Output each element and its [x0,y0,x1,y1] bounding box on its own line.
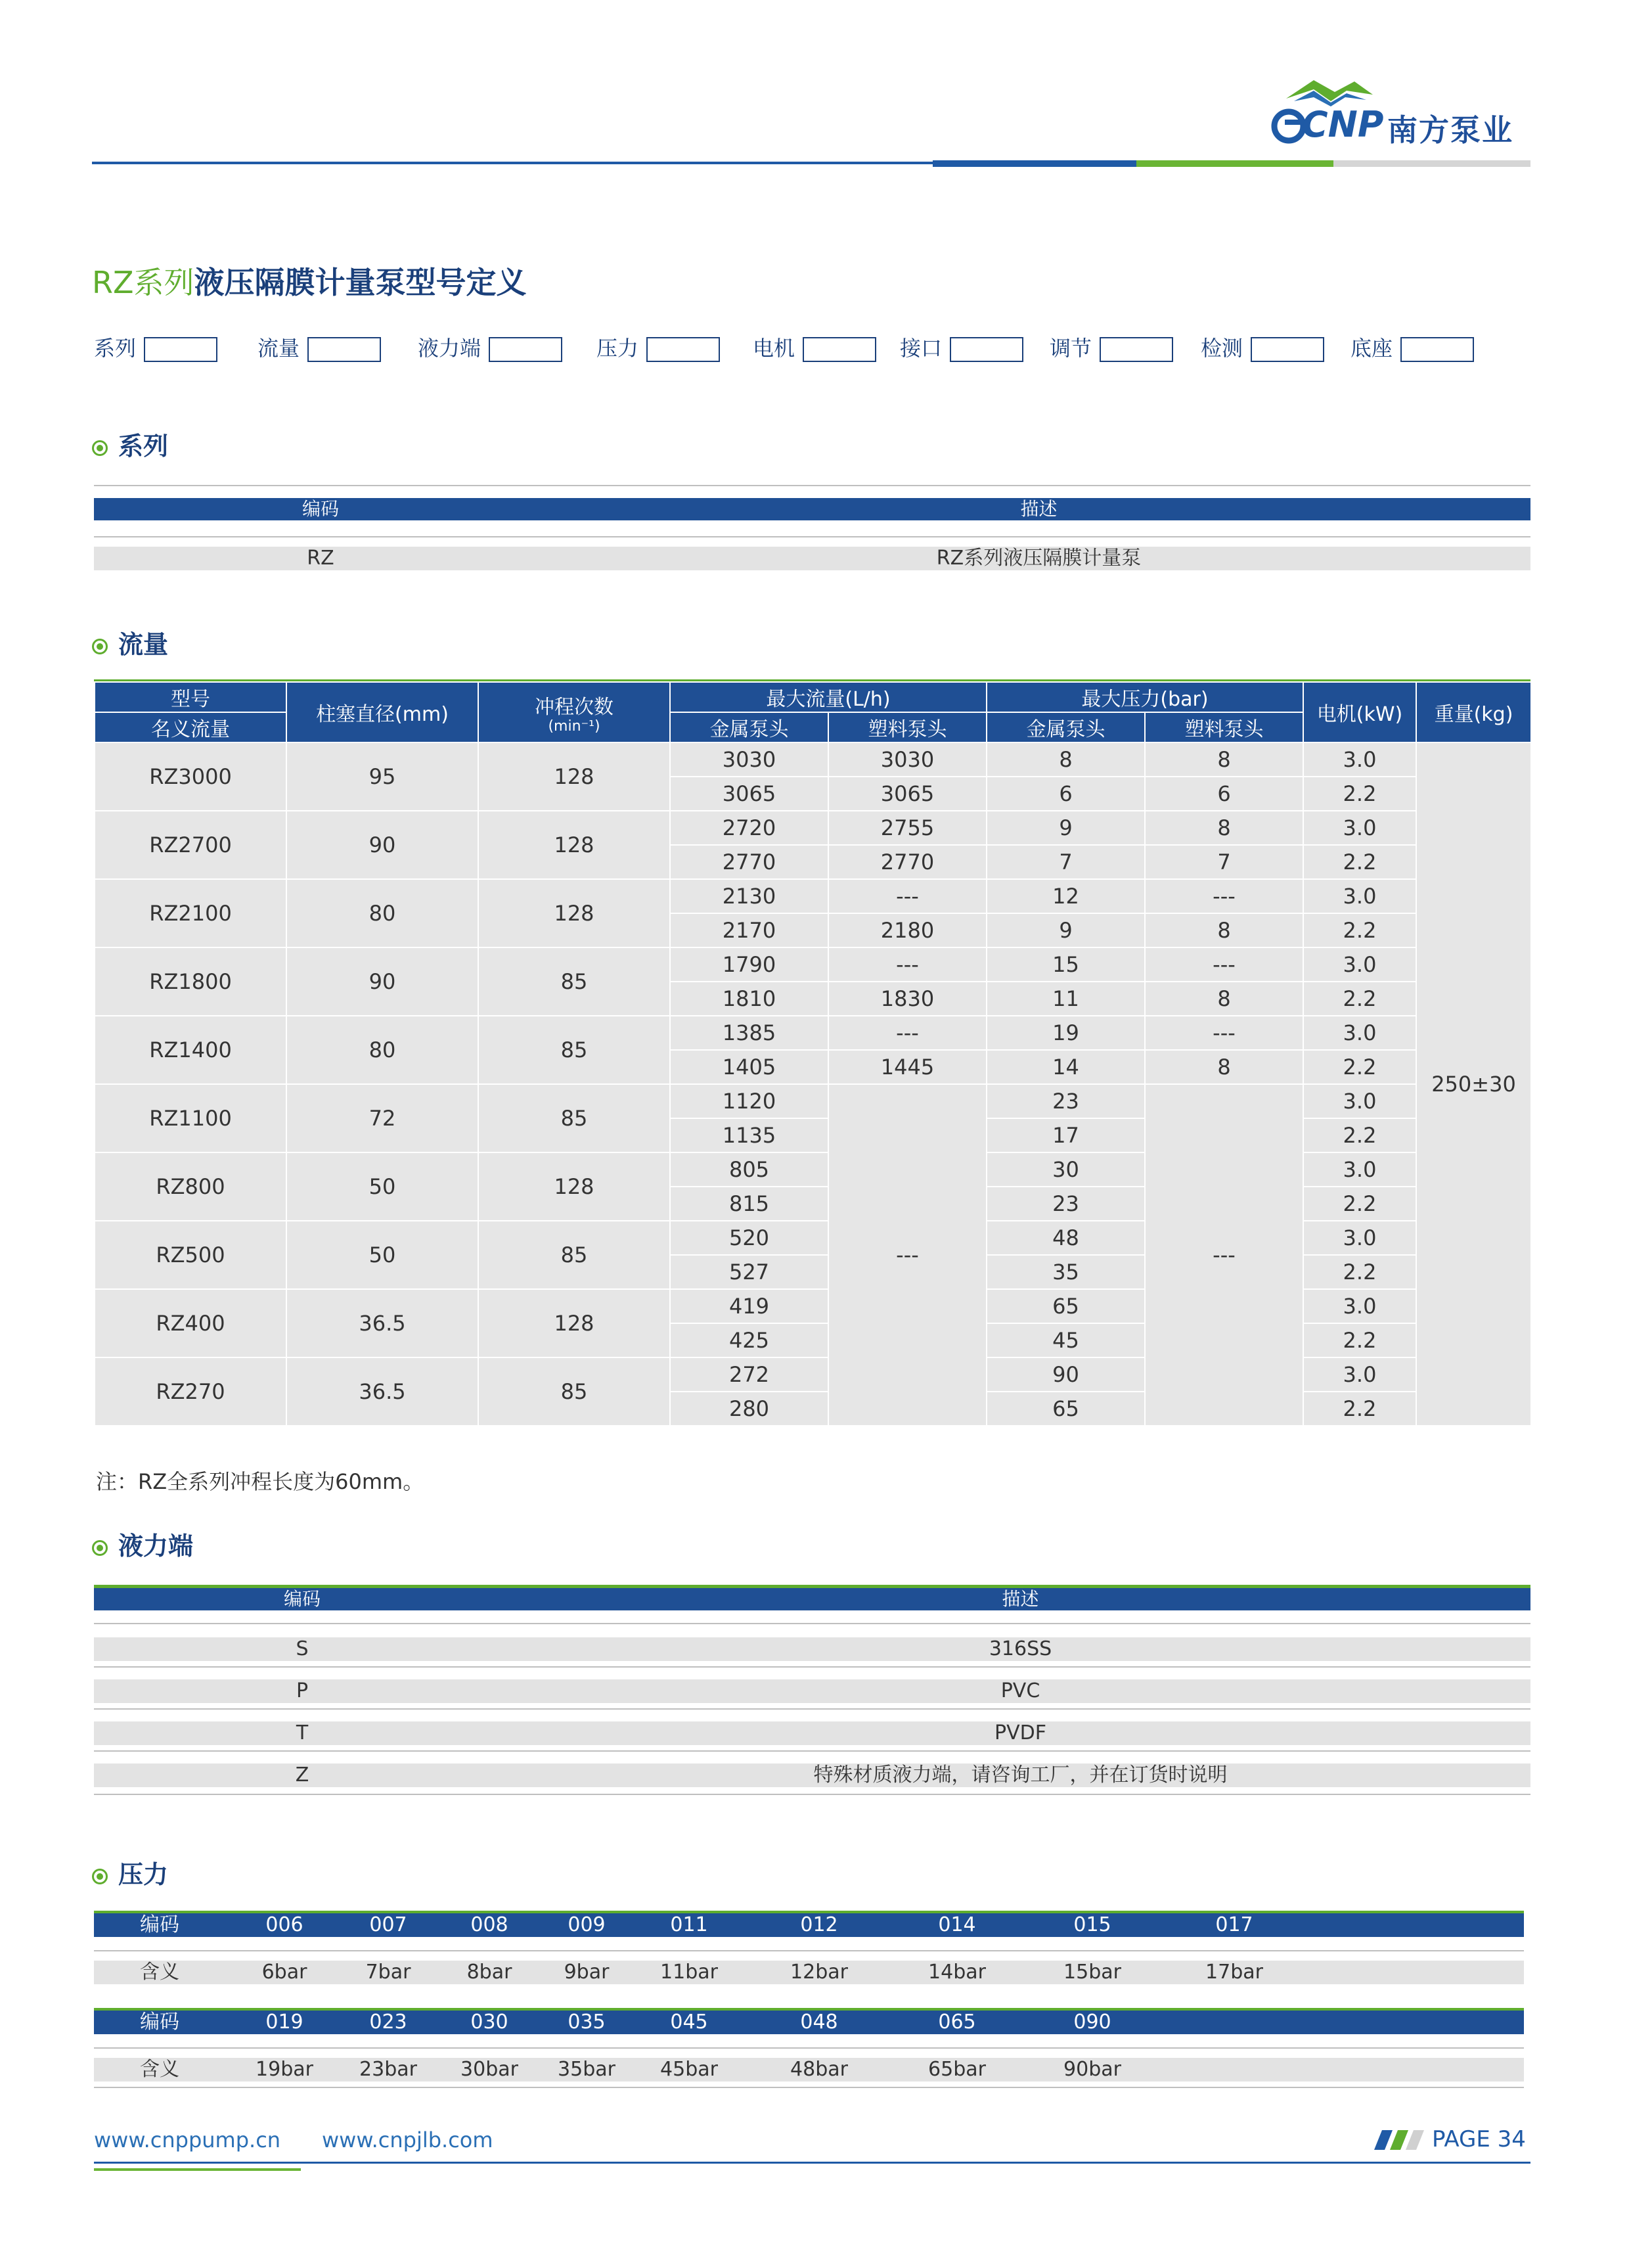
chain-box [646,337,720,362]
chain-item-flow: 流量 [257,335,381,361]
col-desc: 描述 [1020,498,1058,520]
pressure-meaning: 15bar [1063,1961,1121,1984]
chain-box [950,337,1023,362]
pressure-meaning: 14bar [928,1961,986,1984]
pressure-code: 030 [470,2011,508,2034]
footer-rule [94,2162,1530,2164]
metal-pressure: 48 [987,1221,1145,1255]
stroke-count: 85 [478,1016,670,1084]
table-row [95,1221,1531,1255]
pressure-meaning: 48bar [790,2058,848,2081]
metal-pressure: 6 [987,777,1145,811]
table-row [94,547,1530,570]
table-row [95,1152,1531,1187]
section-heading-flow: 流量 [92,624,168,660]
divider [94,1666,1530,1668]
motor-kw: 3.0 [1303,1221,1416,1255]
pressure-code: 008 [470,1913,508,1936]
th-max-flow: 最大流量(L/h) [670,682,987,712]
plastic-pressure: 7 [1145,845,1303,879]
logo-text-cn: 南方泵业 [1387,112,1513,148]
footer-link-cnpjlb[interactable]: www.cnpjlb.com [322,2128,493,2152]
page-number: PAGE 34 [1432,2126,1526,2152]
metal-pressure: 30 [987,1152,1145,1187]
metal-flow: 1810 [670,982,828,1016]
pressure-meaning-row-1: 含义 6bar 7bar 8bar 9bar 11bar 12bar 14bar 15bar 17bar [94,1961,1524,1984]
metal-flow: 280 [670,1392,828,1426]
metal-flow: 527 [670,1255,828,1289]
divider [94,1623,1530,1624]
model-name: RZ2100 [95,879,286,947]
chain-box [803,337,876,362]
model-name: RZ500 [95,1221,286,1289]
metal-flow: 815 [670,1187,828,1221]
metal-flow: 272 [670,1357,828,1392]
col-code: 编码 [301,498,339,520]
th-flow-metal: 金属泵头 [670,712,828,742]
section-heading-pressure: 压力 [92,1854,168,1890]
metal-flow: 419 [670,1289,828,1323]
table-row: S 316SS [94,1637,1530,1661]
pressure-code: 045 [670,2011,708,2034]
metal-pressure: 23 [987,1187,1145,1221]
table-row: Z 特殊材质液力端，请咨询工厂，并在订货时说明 [94,1764,1530,1787]
plastic-flow: --- [828,1016,987,1050]
series-code: RZ [307,547,334,570]
logo-text-en: CNP [1302,104,1384,145]
table-row: T PVDF [94,1721,1530,1745]
divider [94,536,1530,537]
stroke-count: 128 [478,1152,670,1221]
metal-pressure: 65 [987,1392,1145,1426]
plastic-pressure-na: --- [1145,1084,1303,1426]
th-strokes: 冲程次数 (min⁻¹) [478,682,670,742]
pressure-meaning: 30bar [460,2058,518,2081]
divider [94,1708,1530,1710]
table-row [95,947,1531,982]
chain-item-series: 系列 [94,335,217,361]
th-pressure-metal: 金属泵头 [987,712,1145,742]
motor-kw: 2.2 [1303,845,1416,879]
table-row [95,1289,1531,1323]
plastic-pressure: 8 [1145,811,1303,845]
chain-box [144,337,217,362]
pressure-code: 023 [369,2011,407,2034]
chain-box [1100,337,1173,362]
plunger-diameter: 36.5 [286,1357,478,1426]
metal-flow: 2770 [670,845,828,879]
stroke-count: 128 [478,1289,670,1357]
metal-flow: 3065 [670,777,828,811]
series-header-bar [94,498,1530,520]
table-row: P PVC [94,1679,1530,1703]
plastic-pressure: 6 [1145,777,1303,811]
motor-kw: 2.2 [1303,1255,1416,1289]
pressure-code: 015 [1073,1913,1111,1936]
th-plunger: 柱塞直径(mm) [286,682,478,742]
pressure-meaning: 11bar [660,1961,718,1984]
col-desc: 描述 [1002,1588,1039,1610]
th-weight: 重量(kg) [1416,682,1531,742]
th-nominal: 名义流量 [95,712,286,742]
divider [94,1750,1530,1752]
plastic-pressure: 8 [1145,742,1303,777]
stroke-count: 85 [478,1221,670,1289]
table-row [95,1357,1531,1392]
plastic-pressure: --- [1145,879,1303,913]
pressure-code: 090 [1073,2011,1111,2034]
motor-kw: 3.0 [1303,811,1416,845]
motor-kw: 2.2 [1303,1118,1416,1152]
section-heading-series: 系列 [92,426,168,462]
metal-flow: 1135 [670,1118,828,1152]
plastic-flow: --- [828,879,987,913]
motor-kw: 2.2 [1303,913,1416,947]
metal-flow: 1120 [670,1084,828,1118]
motor-kw: 2.2 [1303,1050,1416,1084]
metal-flow: 1405 [670,1050,828,1084]
divider [94,1950,1524,1951]
pressure-meaning: 12bar [790,1961,848,1984]
chain-box [1251,337,1324,362]
liquid-end-header-bar [94,1588,1530,1610]
plastic-flow: 3065 [828,777,987,811]
stroke-count: 85 [478,1084,670,1152]
chain-box [1400,337,1474,362]
motor-kw: 3.0 [1303,1357,1416,1392]
flow-table [94,681,1532,1426]
bullet-icon [92,1869,108,1884]
metal-pressure: 35 [987,1255,1145,1289]
pressure-meaning-row-2: 含义 19bar 23bar 30bar 35bar 45bar 48bar 65bar 90bar [94,2058,1524,2082]
metal-flow: 1790 [670,947,828,982]
table-row [95,1084,1531,1118]
title-prefix: RZ系列 [92,265,194,300]
metal-pressure: 45 [987,1323,1145,1357]
pressure-code: 007 [369,1913,407,1936]
plastic-flow: 1445 [828,1050,987,1084]
model-name: RZ1800 [95,947,286,1016]
th-motor: 电机(kW) [1303,682,1416,742]
motor-kw: 3.0 [1303,879,1416,913]
metal-pressure: 17 [987,1118,1145,1152]
motor-kw: 3.0 [1303,742,1416,777]
chain-item-liquid-end: 液力端 [418,335,562,361]
pressure-code: 035 [568,2011,606,2034]
pressure-code: 011 [670,1913,708,1936]
metal-pressure: 15 [987,947,1145,982]
metal-flow: 3030 [670,742,828,777]
plunger-diameter: 72 [286,1084,478,1152]
plunger-diameter: 90 [286,947,478,1016]
pressure-meaning: 7bar [365,1961,411,1984]
chain-item-interface: 接口 [900,335,1023,361]
stroke-count: 128 [478,811,670,879]
footer-rule-accent [94,2168,301,2171]
divider [94,2087,1524,2088]
plastic-pressure: 8 [1145,1050,1303,1084]
motor-kw: 3.0 [1303,947,1416,982]
metal-flow: 1385 [670,1016,828,1050]
chain-item-base: 底座 [1351,335,1474,361]
plastic-flow: 1830 [828,982,987,1016]
pressure-code-bar-2: 编码 019 023 030 035 045 048 065 090 [94,2008,1524,2034]
model-name: RZ400 [95,1289,286,1357]
pressure-meaning: 8bar [466,1961,512,1984]
model-name: RZ3000 [95,742,286,811]
chain-box [307,337,381,362]
pressure-code: 006 [265,1913,303,1936]
table-row [95,879,1531,913]
metal-pressure: 9 [987,811,1145,845]
table-row [95,1016,1531,1050]
pressure-code: 019 [265,2011,303,2034]
section-heading-liquid-end: 液力端 [92,1526,193,1562]
motor-kw: 3.0 [1303,1289,1416,1323]
stroke-count: 85 [478,1357,670,1426]
bullet-icon [92,1540,108,1556]
header-rule-accent-gray [1333,160,1530,167]
stroke-count: 85 [478,947,670,1016]
pressure-meaning: 90bar [1063,2058,1121,2081]
header-rule-accent-green [1136,160,1333,167]
plastic-pressure: --- [1145,947,1303,982]
model-name: RZ1400 [95,1016,286,1084]
metal-pressure: 9 [987,913,1145,947]
header-rule-accent-blue [933,160,1143,167]
stroke-count: 128 [478,879,670,947]
bullet-icon [92,440,108,456]
bullet-icon [92,639,108,654]
plastic-flow: 2755 [828,811,987,845]
pressure-code: 065 [938,2011,976,2034]
plastic-pressure: 8 [1145,913,1303,947]
col-code: 编码 [283,1588,321,1610]
title-suffix: 液压隔膜计量泵型号定义 [194,265,527,300]
model-name: RZ1100 [95,1084,286,1152]
th-pressure-plastic: 塑料泵头 [1145,712,1303,742]
divider [94,485,1530,486]
plunger-diameter: 50 [286,1152,478,1221]
stroke-count: 128 [478,742,670,811]
weight-value: 250±30 [1416,742,1531,1426]
plunger-diameter: 80 [286,1016,478,1084]
flow-note: 注：RZ全系列冲程长度为60mm。 [96,1469,424,1494]
model-name: RZ2700 [95,811,286,879]
pressure-code-bar-1: 编码 006 007 008 009 011 012 014 015 017 [94,1911,1524,1937]
footer-link-cnppump[interactable]: www.cnppump.cn [94,2128,281,2152]
slashes-icon [1368,2130,1427,2150]
pressure-meaning: 23bar [359,2058,417,2081]
table-row [95,811,1531,845]
metal-pressure: 65 [987,1289,1145,1323]
motor-kw: 3.0 [1303,1016,1416,1050]
chain-item-pressure: 压力 [596,335,720,361]
th-model: 型号 [95,682,286,712]
metal-pressure: 11 [987,982,1145,1016]
plastic-flow: --- [828,947,987,982]
th-flow-plastic: 塑料泵头 [828,712,987,742]
metal-flow: 520 [670,1221,828,1255]
plunger-diameter: 80 [286,879,478,947]
pressure-meaning: 19bar [256,2058,313,2081]
plastic-flow: 2180 [828,913,987,947]
pressure-meaning: 17bar [1205,1961,1263,1984]
divider [94,2047,1524,2049]
chain-item-detect: 检测 [1201,335,1324,361]
motor-kw: 2.2 [1303,777,1416,811]
metal-flow: 2170 [670,913,828,947]
table-row [95,742,1531,777]
pressure-code: 012 [800,1913,838,1936]
model-name: RZ800 [95,1152,286,1221]
plunger-diameter: 36.5 [286,1289,478,1357]
plunger-diameter: 95 [286,742,478,811]
metal-pressure: 90 [987,1357,1145,1392]
plastic-pressure: --- [1145,1016,1303,1050]
pressure-meaning: 35bar [558,2058,615,2081]
pressure-code: 014 [938,1913,976,1936]
motor-kw: 2.2 [1303,1392,1416,1426]
pressure-meaning: 9bar [564,1961,610,1984]
metal-pressure: 8 [987,742,1145,777]
pressure-meaning: 45bar [660,2058,718,2081]
pressure-code: 017 [1215,1913,1253,1936]
series-desc: RZ系列液压隔膜计量泵 [936,547,1142,570]
motor-kw: 2.2 [1303,1323,1416,1357]
motor-kw: 3.0 [1303,1084,1416,1118]
motor-kw: 2.2 [1303,982,1416,1016]
model-name: RZ270 [95,1357,286,1426]
metal-flow: 425 [670,1323,828,1357]
metal-pressure: 14 [987,1050,1145,1084]
motor-kw: 2.2 [1303,1187,1416,1221]
metal-pressure: 19 [987,1016,1145,1050]
plunger-diameter: 50 [286,1221,478,1289]
motor-kw: 3.0 [1303,1152,1416,1187]
chain-item-adjust: 调节 [1050,335,1173,361]
metal-pressure: 12 [987,879,1145,913]
pressure-code: 048 [800,2011,838,2034]
plastic-flow-na: --- [828,1084,987,1426]
plastic-pressure: 8 [1145,982,1303,1016]
metal-flow: 2130 [670,879,828,913]
plastic-flow: 3030 [828,742,987,777]
plastic-flow: 2770 [828,845,987,879]
metal-flow: 2720 [670,811,828,845]
pressure-meaning: 6bar [261,1961,307,1984]
divider [94,1794,1530,1795]
metal-pressure: 23 [987,1084,1145,1118]
page-title [92,259,526,302]
metal-pressure: 7 [987,845,1145,879]
pressure-meaning: 65bar [928,2058,986,2081]
plunger-diameter: 90 [286,811,478,879]
chain-box [489,337,562,362]
th-max-pressure: 最大压力(bar) [987,682,1303,712]
metal-flow: 805 [670,1152,828,1187]
pressure-code: 009 [568,1913,606,1936]
chain-item-motor: 电机 [753,335,876,361]
